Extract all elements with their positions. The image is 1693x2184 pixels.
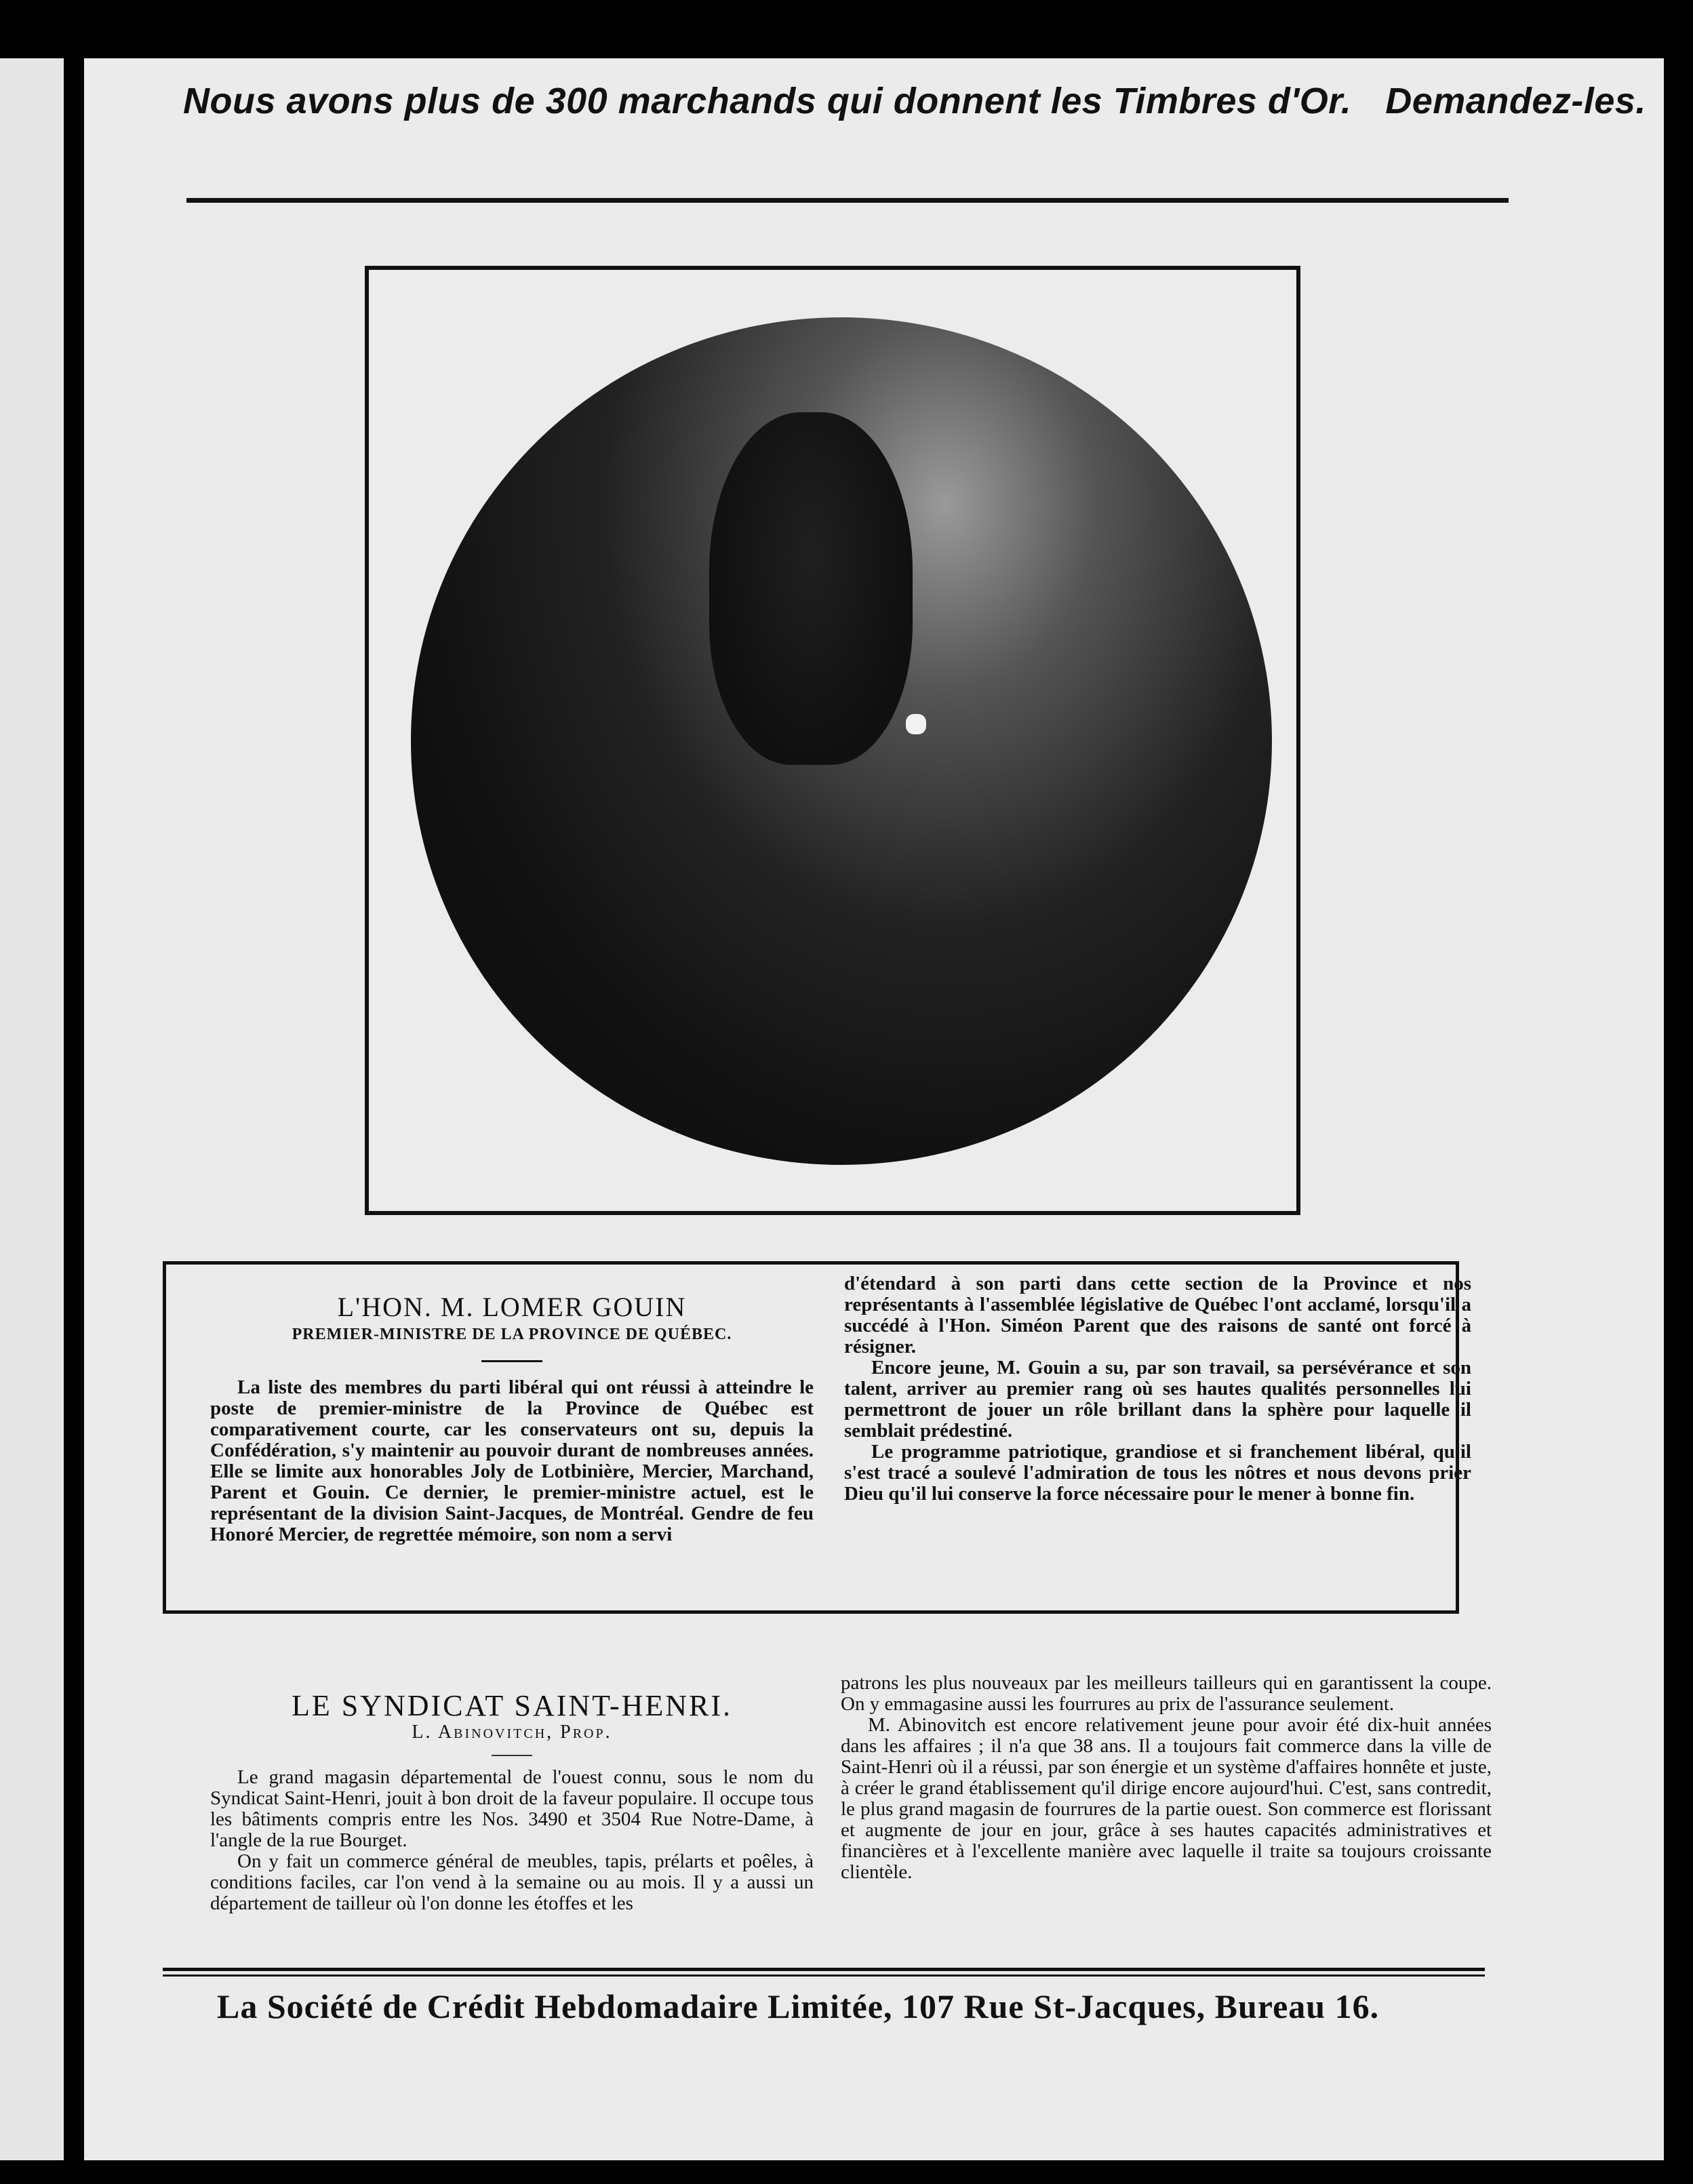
portrait-figure	[709, 412, 913, 765]
syndicat-paragraph: Le grand magasin départemental de l'ouest connu, sous le nom du Syndicat Saint-Henri, jouit à bon droit de la faveur populaire. Il occupe tous les bâtiments compris entre les Nos. 3490 et 3504 Rue Notre-Dame, à l'angle de la rue Bourget.	[210, 1766, 814, 1851]
footer-rule	[163, 1968, 1485, 1971]
syndicat-paragraph: On y fait un commerce général de meubles, tapis, prélarts et poêles, à conditions faciles, car l'on vend à la semaine ou au mois. Il y a aussi un département de tailleur où l'on donne les étoffes et les	[210, 1850, 814, 1914]
footer-text: La Société de Crédit Hebdomadaire Limitée, 107 Rue St-Jacques, Bureau 16.	[217, 1987, 1380, 2025]
gouin-paragraph: La liste des membres du parti libéral qui ont réussi à atteindre le poste de premier-ministre de la Province de Québec est comparativement courte, car les conservateurs ont su, depuis la Confédération, s'y maintenir au pouvoir durant de nombreuses années. Elle se limite aux honorables Joly de Lotbinière, Mercier, Marchand, Parent et Gouin. Ce dernier, le premier-ministre actuel, est le représentant de la division Saint-Jacques, de Montréal. Gendre de feu Honoré Mercier, de regrettée mémoire, son nom a servi	[210, 1376, 814, 1545]
title-separator	[481, 1360, 542, 1362]
call-to-action-text: Demandez-les.	[1385, 81, 1646, 121]
footer-rule	[163, 1974, 1485, 1977]
syndicat-article-title: LE SYNDICAT SAINT-HENRI.	[291, 1689, 733, 1722]
adjacent-page-strip	[0, 58, 64, 2160]
syndicat-paragraph: patrons les plus nouveaux par les meilleurs tailleurs qui en garantissent la coupe. On y emmagasine aussi les fourrures au prix de l'assurance seulement.	[841, 1672, 1492, 1715]
gouin-paragraph: Encore jeune, M. Gouin a su, par son travail, sa persévérance et son talent, arriver au premier rang où ses hautes qualités personnelles lui permettront de jouer un rôle brillant dans la sphère pour laquelle il semblait prédestiné.	[844, 1357, 1471, 1442]
header-rule	[186, 198, 1509, 203]
slogan-text: Nous avons plus de 300 marchands qui donnent les Timbres d'Or.	[183, 81, 1352, 121]
syndicat-article-subtitle: L. Abinovitch, Prop.	[412, 1722, 612, 1743]
gouin-paragraph: Le programme patriotique, grandiose et si franchement libéral, qu'il s'est tracé a soulevé l'admiration de tous les nôtres et nous devons prier Dieu qu'il lui conserve la force nécessaire pour le mener à bonne fin.	[844, 1441, 1471, 1505]
syndicat-article-right-column	[841, 1673, 1492, 1883]
boutonniere-mark	[906, 714, 926, 734]
portrait-photo	[411, 317, 1272, 1165]
gouin-article-subtitle: PREMIER-MINISTRE DE LA PROVINCE DE QUÉBEC.	[292, 1326, 732, 1343]
gouin-article-right-column	[844, 1273, 1471, 1505]
gouin-paragraph: d'étendard à son parti dans cette section de la Province et nos représentants à l'assemblée législative de Québec l'ont acclamé, lorsqu'il a succédé à l'Hon. Siméon Parent que des raisons de santé ont forcé à résigner.	[844, 1273, 1471, 1357]
syndicat-paragraph: M. Abinovitch est encore relativement jeune pour avoir été dix-huit années dans les affaires ; il n'a que 38 ans. Il a toujours fait commerce dans la ville de Saint-Henri où il a réussi, par son énergie et un système d'affaires honnête et juste, à créer le grand établissement qu'il dirige encore aujourd'hui. C'est, sans contredit, le plus grand magasin de fourrures de la partie ouest. Son commerce est florissant et augmente de jour en jour, grâce à ses hautes capacités administratives et financières et à l'excellente manière avec laquelle il traite sa toujours croissante clientèle.	[841, 1714, 1492, 1883]
gouin-article-left-column	[210, 1292, 814, 1545]
title-separator	[492, 1755, 532, 1756]
syndicat-article-left-column	[210, 1689, 814, 1914]
gouin-article-title: L'HON. M. LOMER GOUIN	[337, 1292, 687, 1322]
header-slogan	[183, 80, 1646, 122]
